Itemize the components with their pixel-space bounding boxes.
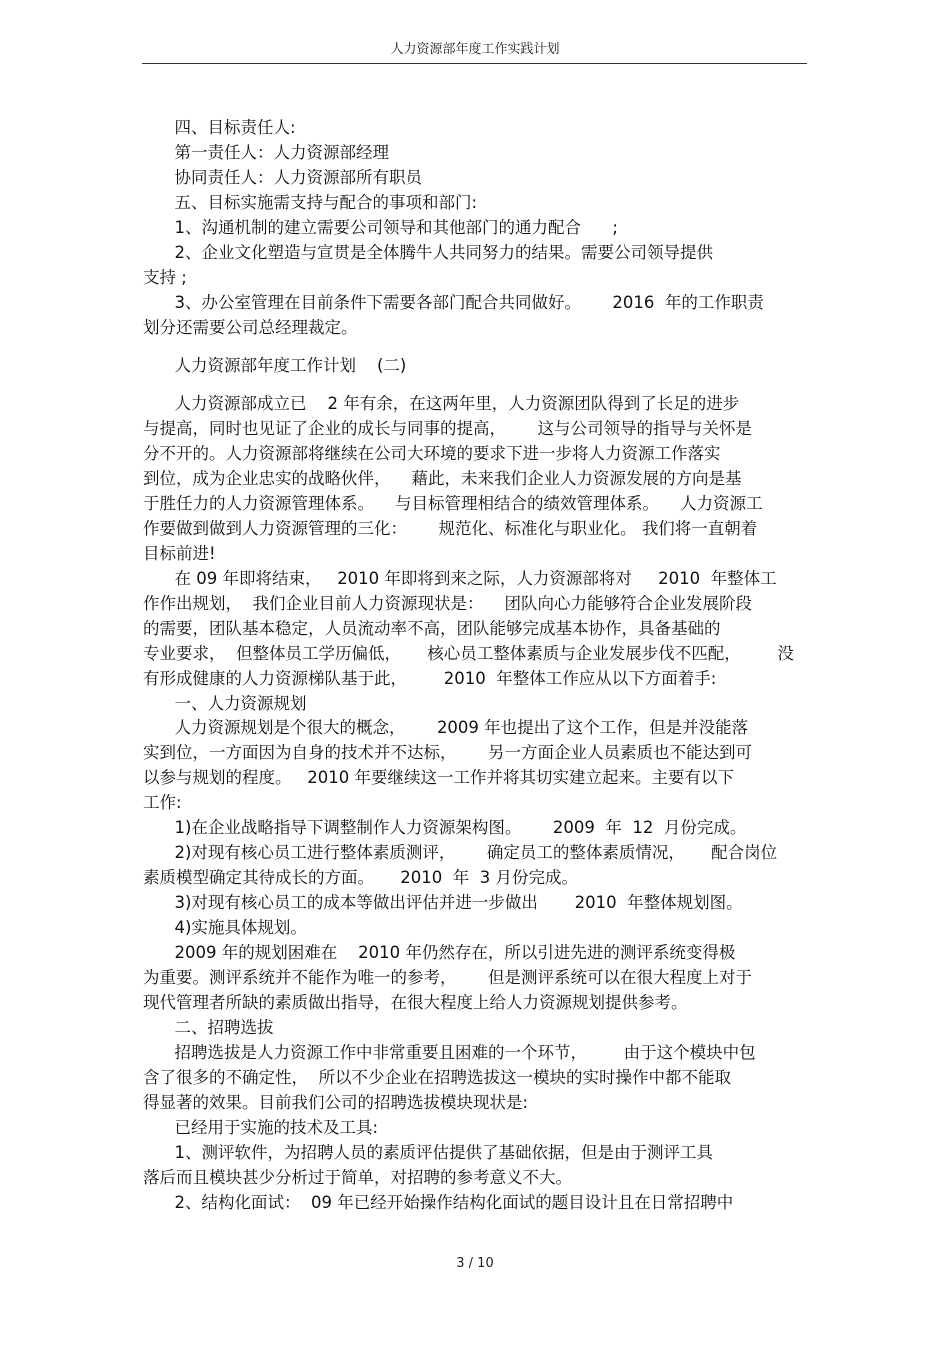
text-line: 含了很多的不确定性， 所以不少企业在招聘选拔这一模块的实时操作中都不能取: [143, 1068, 731, 1087]
text-line: 实到位，一方面因为自身的技术并不达标， 另一方面企业人员素质也不能达到可: [143, 743, 752, 762]
text-line: 与提高，同时也见证了企业的成长与同事的提高， 这与公司领导的指导与关怀是: [143, 419, 752, 438]
text-line: 2009 年的规划困难在 2010 年仍然存在，所以引进先进的测评系统变得极: [143, 943, 736, 962]
text-line: 二、招聘选拔: [143, 1018, 274, 1037]
text-line: 得显著的效果。目前我们公司的招聘选拔模块现状是:: [143, 1093, 529, 1112]
text-line: 2、结构化面试： 09 年已经开始操作结构化面试的题目设计且在日常招聘中: [143, 1193, 734, 1212]
text-line: 有形成健康的人力资源梯队基于此， 2010 年整体工作应从以下方面着手:: [143, 669, 717, 688]
text-line: 协同责任人：人力资源部所有职员: [143, 168, 422, 187]
text-line: 第一责任人：人力资源部经理: [143, 143, 389, 162]
text-line: 作作出规划， 我们企业目前人力资源现状是： 团队向心力能够符合企业发展阶段: [143, 594, 752, 613]
running-header: 人力资源部年度工作实践计划: [390, 42, 560, 57]
text-line: 4)实施具体规划。: [143, 918, 307, 937]
text-line: 一、人力资源规划: [143, 694, 307, 713]
page-number: 3 / 10: [456, 1256, 494, 1271]
text-line: 划分还需要公司总经理裁定。: [143, 318, 358, 337]
text-line: 1)在企业战略指导下调整制作人力资源架构图。 2009 年 12 月份完成。: [143, 818, 747, 837]
text-line: 目标前进!: [143, 544, 216, 563]
text-line: 人力资源部年度工作计划 (二): [143, 356, 407, 375]
text-line: 在 09 年即将结束， 2010 年即将到来之际，人力资源部将对 2010 年整体工: [143, 569, 777, 588]
text-line: 2)对现有核心员工进行整体素质测评， 确定员工的整体素质情况， 配合岗位: [143, 843, 778, 862]
text-line: 为重要。测评系统并不能作为唯一的参考， 但是测评系统可以在很大程度上对于: [143, 968, 752, 987]
text-line: 落后而且模块甚少分析过于简单，对招聘的参考意义不大。: [143, 1168, 572, 1187]
text-line: 工作:: [143, 793, 182, 812]
text-line: 于胜任力的人力资源管理体系。 与目标管理相结合的绩效管理体系。 人力资源工: [143, 494, 763, 513]
text-line: 1、测评软件，为招聘人员的素质评估提供了基础依据，但是由于测评工具: [143, 1143, 713, 1162]
text-line: 作要做到做到人力资源管理的三化： 规范化、标准化与职业化。 我们将一直朝着: [143, 519, 758, 538]
text-line: 已经用于实施的技术及工具:: [143, 1118, 379, 1137]
text-line: 人力资源部成立已 2 年有余，在这两年里，人力资源团队得到了长足的进步: [143, 394, 740, 413]
text-line: 人力资源规划是个很大的概念， 2009 年也提出了这个工作，但是并没能落: [143, 718, 749, 737]
text-line: 支持 ;: [143, 268, 187, 287]
text-line: 以参与规划的程度。 2010 年要继续这一工作并将其切实建立起来。主要有以下: [143, 768, 734, 787]
text-line: 招聘选拔是人力资源工作中非常重要且困难的一个环节， 由于这个模块中包: [143, 1043, 756, 1062]
text-line: 专业要求， 但整体员工学历偏低， 核心员工整体素质与企业发展步伐不匹配， 没: [143, 644, 794, 663]
text-line: 2、企业文化塑造与宣贯是全体腾牛人共同努力的结果。需要公司领导提供: [143, 243, 713, 262]
text-line: 分不开的。人力资源部将继续在公司大环境的要求下进一步将人力资源工作落实: [143, 444, 721, 463]
text-line: 五、目标实施需支持与配合的事项和部门:: [143, 193, 478, 212]
header-rule: [142, 63, 807, 64]
text-line: 到位，成为企业忠实的战略伙伴， 藉此，未来我们企业人力资源发展的方向是基: [143, 469, 742, 488]
text-line: 现代管理者所缺的素质做出指导，在很大程度上给人力资源规划提供参考。: [143, 993, 688, 1012]
text-line: 素质模型确定其待成长的方面。 2010 年 3 月份完成。: [143, 868, 578, 887]
text-line: 3)对现有核心员工的成本等做出评估并进一步做出 2010 年整体规划图。: [143, 893, 743, 912]
text-line: 四、目标责任人:: [143, 118, 296, 137]
text-line: 1、沟通机制的建立需要公司领导和其他部门的通力配合 ;: [143, 218, 618, 237]
text-line: 的需要，团队基本稳定，人员流动率不高，团队能够完成基本协作，具备基础的: [143, 619, 721, 638]
text-line: 3、办公室管理在目前条件下需要各部门配合共同做好。 2016 年的工作职责: [143, 293, 764, 312]
